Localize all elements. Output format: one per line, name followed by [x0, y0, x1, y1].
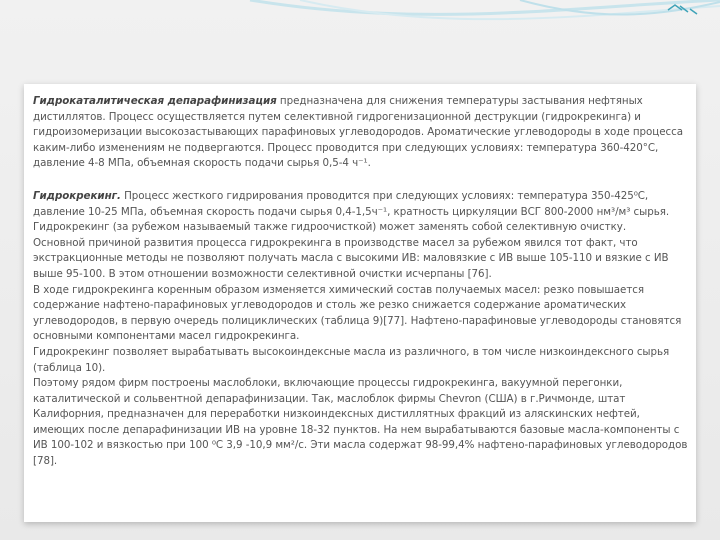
- term-hydrocatalytic-dewaxing: Гидрокаталитическая депарафинизация: [33, 95, 277, 107]
- paragraph-oil-blocks: Поэтому рядом фирм построены маслоблоки, включающие процессы гидрокрекинга, вакуумной перегонки, каталитической и сольвентной депарафинизации. Так, маслоблок фирмы Chevron (США) в г.Ричмонде, штат Калифорния, предназначен для переработки низкоиндексных дистиллятных фракций из аляскинских нефтей, имеющих после депарафинизации ИВ на уровне 18-32 пунктов. На нем вырабатываются базовые масла-компоненты с ИВ 100-102 и вязкостью при 100 ⁰С 3,9 -10,9 мм²/с. Эти масла содержат 98-99,4% нафтено-парафиновых углеводородов [78].: [33, 377, 688, 468]
- paragraph-composition: В ходе гидрокрекинга коренным образом изменяется химический состав получаемых масел: резко повышается содержание нафтено-парафиновых углеводородов и столь же резко снижается содержание ароматических углеводородов, в первую очередь полициклических (таблица 9)[77]. Нафтено-парафиновые углеводороды становятся основными компонентами масел гидрокрекинга.: [33, 283, 682, 343]
- content-text: [33, 94, 693, 470]
- term-hydrocracking: Гидрокрекинг.: [33, 189, 121, 202]
- paragraph-gap: [33, 172, 693, 189]
- paragraph-hydrocracking: [33, 189, 693, 236]
- paragraph-text: предназначена для снижения температуры застывания нефтяных дистиллятов. Процесс осуществляется путем селективной гидрогенизационной деструкции (гидрокрекинга) и гидроизомеризации высокозастывающих парафиновых углеводородов. Ароматические углеводороды в ходе процесса каким-либо изменениям не подвергаются. Процесс проводится при следующих условиях: температура 360-420°С, давление 4-8 МПа, объемная скорость подачи сырья 0,5-4 ч⁻¹.: [33, 95, 683, 170]
- paragraph-text: Процесс жесткого гидрирования проводится при следующих условиях: температура 350-425⁰С, давление 10-25 МПа, объемная скорость подачи сырья 0,4-1,5ч⁻¹, кратность циркуляции ВСГ 800-2000 нм³/м³ сырья. Гидрокрекинг (за рубежом называемый также гидроочисткой) может заменять собой селективную очистку.: [33, 189, 670, 234]
- paragraph-high-index: Гидрокрекинг позволяет вырабатывать высокоиндексные масла из различного, в том числе низкоиндексного сырья (таблица 10).: [33, 345, 670, 374]
- paragraph-hydrocatalytic-dewaxing: [33, 94, 693, 172]
- paragraph-reason: Основной причиной развития процесса гидрокрекинга в производстве масел за рубежом явился тот факт, что экстракционные методы не позволяют получать масла с высокими ИВ: маловязкие с ИВ выше 105-110 и вязкие с ИВ выше 95-100. В этом отношении возможности селективной очистки исчерпаны [76].: [33, 236, 669, 280]
